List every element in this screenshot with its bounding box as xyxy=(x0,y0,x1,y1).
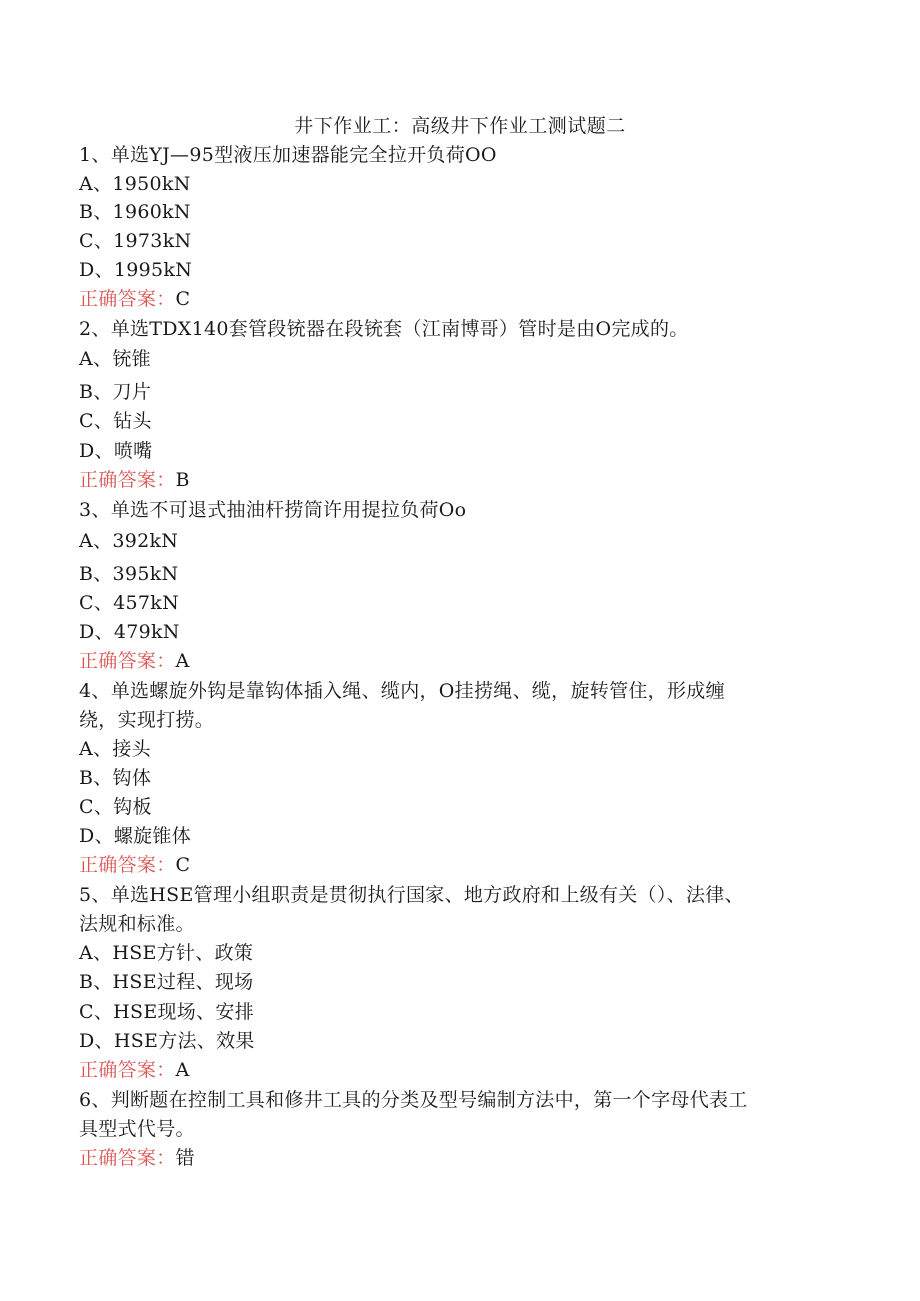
question-4-option-b: B、钩体 xyxy=(79,767,152,789)
question-3-option-d: D、479kN xyxy=(79,621,180,643)
question-1-option-b: B、1960kN xyxy=(79,201,191,223)
question-4-option-d: D、螺旋锥体 xyxy=(79,825,192,847)
question-5-stem-continued: 法规和标准。 xyxy=(79,913,195,935)
question-1-answer xyxy=(79,285,190,313)
question-5-option-a: A、HSE方针、政策 xyxy=(79,942,254,964)
question-2-option-d: D、喷嘴 xyxy=(79,440,153,462)
question-2-option-a: A、铳锥 xyxy=(79,348,151,370)
answer-label: 正确答案： xyxy=(79,650,176,672)
question-6-stem: 6、判断题在控制工具和修井工具的分类及型号编制方法中，第一个字母代表工 xyxy=(79,1089,748,1111)
question-4-answer xyxy=(79,851,190,879)
question-3-stem: 3、单选不可退式抽油杆捞筒许用提拉负荷Oo xyxy=(79,499,467,521)
document-title: 井下作业工：高级井下作业工测试题二 xyxy=(294,115,626,137)
question-5-option-d: D、HSE方法、效果 xyxy=(79,1030,255,1052)
question-2-stem: 2、单选TDX140套管段铳器在段铳套（江南博哥）管时是由O完成的。 xyxy=(79,318,689,340)
question-1-option-d: D、1995kN xyxy=(79,259,193,281)
answer-value: A xyxy=(175,650,190,672)
question-1-option-c: C、1973kN xyxy=(79,230,192,252)
answer-label: 正确答案： xyxy=(79,469,176,491)
question-1-stem: 1、单选YJ—95型液压加速器能完全拉开负荷OO xyxy=(79,144,497,166)
question-3-option-b: B、395kN xyxy=(79,563,179,585)
question-3-option-c: C、457kN xyxy=(79,592,180,614)
question-4-option-c: C、钩板 xyxy=(79,796,152,818)
answer-value: A xyxy=(175,1059,190,1081)
answer-label: 正确答案： xyxy=(79,854,176,876)
question-2-option-c: C、钻头 xyxy=(79,410,152,432)
question-4-stem: 4、单选螺旋外钩是靠钩体插入绳、缆内，O挂捞绳、缆，旋转管住，形成缠 xyxy=(79,680,725,702)
answer-label: 正确答案： xyxy=(79,1147,176,1169)
answer-value: C xyxy=(175,288,191,310)
answer-value: C xyxy=(175,854,191,876)
question-5-option-b: B、HSE过程、现场 xyxy=(79,971,254,993)
answer-value: 错 xyxy=(175,1147,195,1169)
question-5-stem: 5、单选HSE管理小组职责是贯彻执行国家、地方政府和上级有关（）、法律、 xyxy=(79,884,744,906)
question-3-option-a: A、392kN xyxy=(79,530,179,552)
question-2-answer xyxy=(79,466,190,494)
question-4-stem-continued: 绕，实现打捞。 xyxy=(79,709,215,731)
question-4-option-a: A、接头 xyxy=(79,738,151,760)
question-6-answer xyxy=(79,1144,195,1172)
question-1-option-a: A、1950kN xyxy=(79,173,191,195)
question-3-answer xyxy=(79,647,190,675)
question-5-answer xyxy=(79,1056,190,1084)
answer-label: 正确答案： xyxy=(79,1059,176,1081)
question-5-option-c: C、HSE现场、安排 xyxy=(79,1001,254,1023)
answer-value: B xyxy=(175,469,190,491)
question-2-option-b: B、刀片 xyxy=(79,381,152,403)
question-6-stem-continued: 具型式代号。 xyxy=(79,1118,195,1140)
answer-label: 正确答案： xyxy=(79,288,176,310)
